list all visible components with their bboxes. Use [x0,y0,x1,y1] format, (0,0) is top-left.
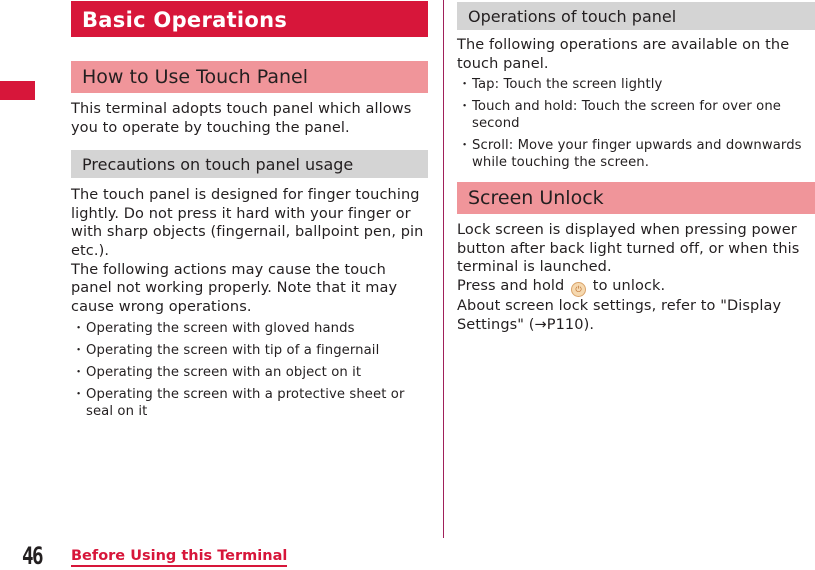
precautions-paragraph-1: The touch panel is designed for finger touching lightly. Do not press it hard with your finger or with sharp objects (fingernail, ballpoint pen, pin etc.). [71,187,424,259]
list-item: ・ Scroll: Move your finger upwards and downwards while touching the screen. [458,138,802,171]
touch-operations-list [457,76,815,171]
unlock-press-line: Press and hold ⏻ to unlock. [457,277,815,297]
subheading-touch-operations: Operations of touch panel [457,2,815,30]
precautions-paragraph-2: The following actions may cause the touch panel not working properly. Note that it may cause wrong operations. [71,261,398,315]
bullet-glyph: ・ [72,387,86,403]
power-key-icon: ⏻ [571,282,586,297]
section-heading-screen-unlock: Screen Unlock [457,182,815,214]
chapter-side-tab [0,81,35,100]
list-item: ・ Operating the screen with an object on it [72,365,362,381]
list-item: ・ Touch and hold: Touch the screen for over one second [458,99,782,132]
section-heading-touch-panel: How to Use Touch Panel [71,61,428,93]
bullet-glyph: ・ [72,343,86,359]
bullet-glyph: ・ [72,365,86,381]
touch-operations-intro: The following operations are available on the touch panel. [457,37,790,72]
unlock-paragraph-1: Lock screen is displayed when pressing power button after back light turned off, or when this terminal is launched. [457,222,800,276]
left-column [71,0,428,425]
bullet-glyph: ・ [458,99,472,115]
precautions-list [71,320,428,420]
bullet-glyph: ・ [458,138,472,154]
list-item: ・ Tap: Touch the screen lightly [458,77,663,93]
bullet-glyph: ・ [72,321,86,337]
main-heading: Basic Operations [71,1,428,37]
bullet-glyph: ・ [458,77,472,93]
list-item: ・ Operating the screen with a protective sheet or seal on it [72,387,405,420]
column-divider [443,0,444,538]
subheading-precautions: Precautions on touch panel usage [71,150,428,178]
touch-panel-intro: This terminal adopts touch panel which allows you to operate by touching the panel. [71,101,412,136]
right-column [457,0,815,334]
page-number: 46 [22,542,42,570]
unlock-paragraph-3: About screen lock settings, refer to "Display Settings" (→P110). [457,297,782,333]
list-item: ・ Operating the screen with tip of a fingernail [72,343,380,359]
chapter-title: Before Using this Terminal [71,547,287,567]
list-item: ・ Operating the screen with gloved hands [72,321,355,337]
